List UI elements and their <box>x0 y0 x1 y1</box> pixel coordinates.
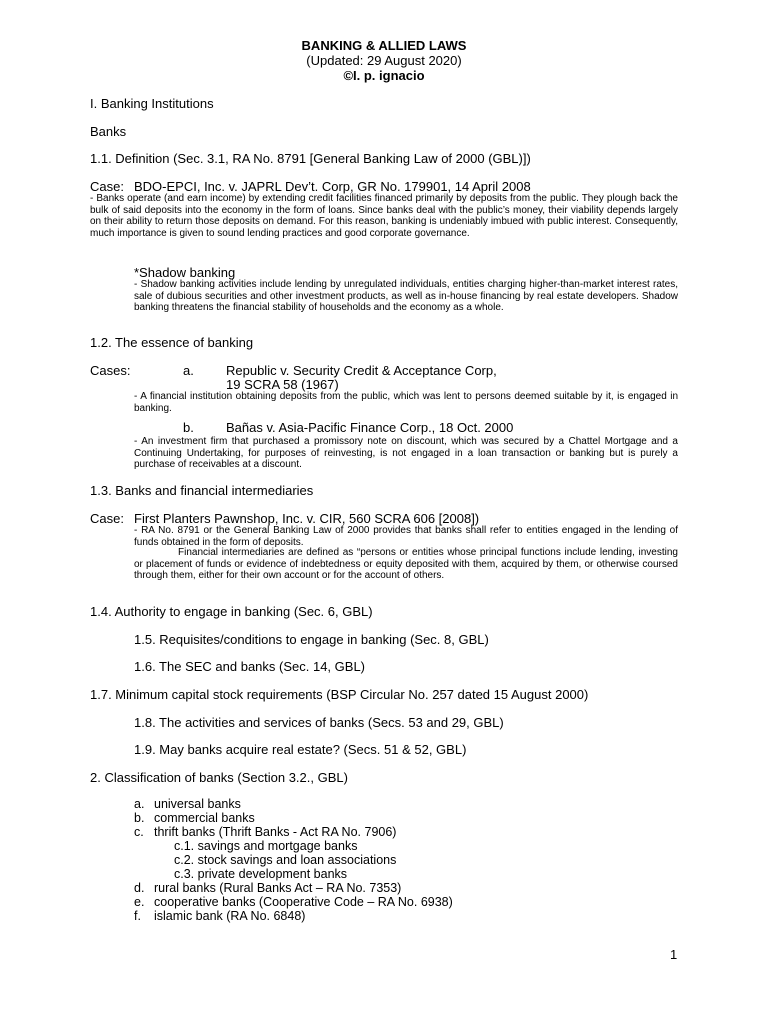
case-label: Case: <box>90 511 124 526</box>
shadow-banking-summary: - Shadow banking activities include lending by unregulated individuals, entities charging higher-than-market interest rates, sale of dubious securities and other investment products, as well as in-house financing by real estate developers. Shadow banking threatens the financial stability of households and the economy as a whole. <box>134 279 678 313</box>
case-summary: - A financial institution obtaining deposits from the public, which was lent to persons deemed suitable by it, is engaged in banking. <box>134 391 678 414</box>
list-item-label: rural banks (Rural Banks Act – RA No. 7353) <box>154 881 402 895</box>
subheading-shadow-banking: *Shadow banking <box>134 265 236 280</box>
case-title: Republic v. Security Credit & Acceptance Corp, <box>226 363 497 378</box>
list-marker: e. <box>134 895 145 909</box>
section-heading-1-3: 1.3. Banks and financial intermediaries <box>90 483 314 498</box>
list-item-label: islamic bank (RA No. 6848) <box>154 909 306 923</box>
list-marker: a. <box>134 797 145 811</box>
subheading-banks: Banks <box>90 124 127 139</box>
document-updated-date: (Updated: 29 August 2020) <box>306 53 462 68</box>
section-heading-1-7: 1.7. Minimum capital stock requirements (BSP Circular No. 257 dated 15 August 2000) <box>90 687 589 702</box>
list-marker: d. <box>134 881 145 895</box>
section-heading-1-8: 1.8. The activities and services of banks (Secs. 53 and 29, GBL) <box>134 715 504 730</box>
list-item <box>134 825 453 881</box>
section-heading-banking-institutions: I. Banking Institutions <box>90 96 214 111</box>
sub-list-item: c.1. savings and mortgage banks <box>174 839 358 853</box>
case-summary: - RA No. 8791 or the General Banking Law of 2000 provides that banks shall refer to entities engaged in the lending of funds obtained in the form of deposits. <box>134 525 678 548</box>
bank-classification-list <box>134 797 453 923</box>
case-title: BDO-EPCI, Inc. v. JAPRL Dev’t. Corp, GR No. 179901, 14 April 2008 <box>134 179 531 194</box>
section-heading-1-1: 1.1. Definition (Sec. 3.1, RA No. 8791 [General Banking Law of 2000 (GBL)]) <box>90 151 531 166</box>
section-heading-1-2: 1.2. The essence of banking <box>90 335 254 350</box>
section-heading-1-4: 1.4. Authority to engage in banking (Sec. 6, GBL) <box>90 604 373 619</box>
case-marker-a: a. <box>183 363 194 378</box>
list-marker: b. <box>134 811 145 825</box>
list-item-label: cooperative banks (Cooperative Code – RA No. 6938) <box>154 895 453 909</box>
section-heading-1-5: 1.5. Requisites/conditions to engage in banking (Sec. 8, GBL) <box>134 632 489 647</box>
list-marker: c. <box>134 825 144 839</box>
sub-list-item: c.3. private development banks <box>174 867 348 881</box>
list-item <box>134 797 453 811</box>
section-heading-1-9: 1.9. May banks acquire real estate? (Secs. 51 & 52, GBL) <box>134 742 467 757</box>
case-label: Case: <box>90 179 124 194</box>
section-heading-classification: 2. Classification of banks (Section 3.2., GBL) <box>90 770 348 785</box>
case-citation: 19 SCRA 58 (1967) <box>226 377 339 392</box>
case-summary-continued: Financial intermediaries are defined as “persons or entities whose principal functions include lending, investing or placement of funds or evidence of indebtedness or equity deposited with them, acquired by them, or otherwise coursed through them, either for their own account or for the account of others. <box>134 547 678 581</box>
list-item <box>134 909 453 923</box>
case-summary: - Banks operate (and earn income) by extending credit facilities financed primarily by deposits from the public. They plough back the bulk of said deposits into the economy in the form of loans. Since banks deal with the public’s money, their viability depends largely on their ability to return those deposits on demand. For this reason, banking is undeniably imbued with public interest. Consequently, much importance is given to sound lending practices and good corporate governance. <box>90 193 678 239</box>
list-item <box>134 811 453 825</box>
case-title: Bañas v. Asia-Pacific Finance Corp., 18 Oct. 2000 <box>226 420 514 435</box>
list-marker: f. <box>134 909 141 923</box>
cases-label: Cases: <box>90 363 131 378</box>
sub-list-item: c.2. stock savings and loan associations <box>174 853 397 867</box>
document-title: BANKING & ALLIED LAWS <box>301 38 467 53</box>
case-summary: - An investment firm that purchased a promissory note on discount, which was secured by a Chattel Mortgage and a Continuing Undertaking, for purposes of reinvesting, is not engaged in a loan transaction or banking but is purely a purchase of receivables at a discount. <box>134 436 678 470</box>
document-author: ©I. p. ignacio <box>343 68 425 83</box>
list-item <box>134 895 453 909</box>
page-number: 1 <box>670 947 678 962</box>
case-title: First Planters Pawnshop, Inc. v. CIR, 560 SCRA 606 [2008]) <box>134 511 480 526</box>
list-item-label: commercial banks <box>154 811 255 825</box>
list-item <box>134 881 453 895</box>
case-marker-b: b. <box>183 420 194 435</box>
section-heading-1-6: 1.6. The SEC and banks (Sec. 14, GBL) <box>134 659 365 674</box>
list-item-label: universal banks <box>154 797 241 811</box>
list-item-label: thrift banks (Thrift Banks - Act RA No. 7906) <box>154 825 397 839</box>
